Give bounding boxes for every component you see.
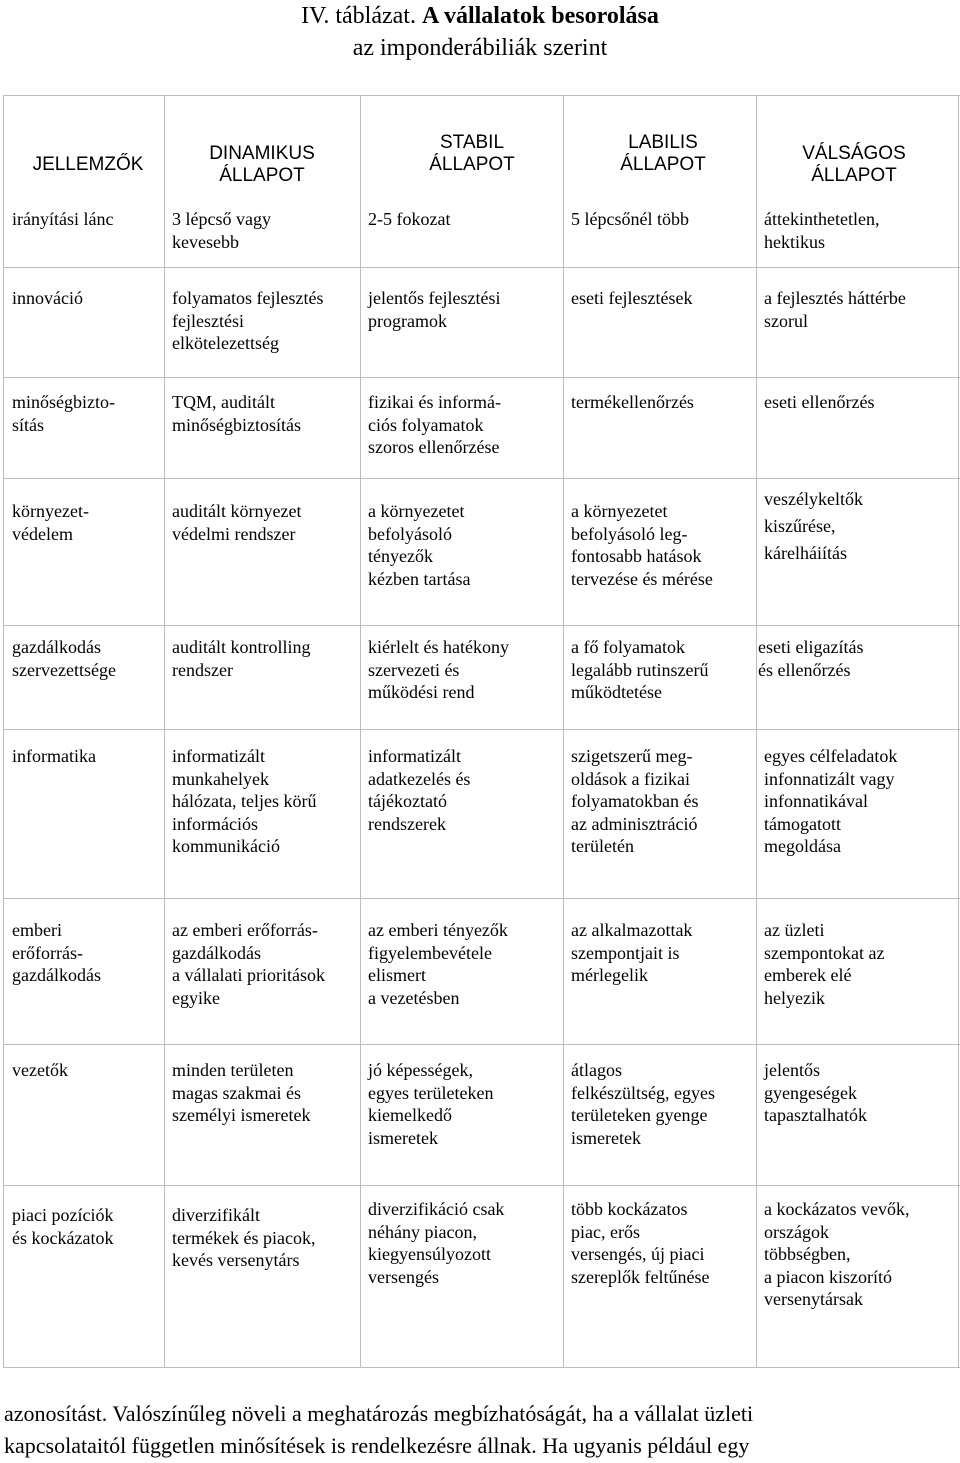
table-cell: szigetszerű meg- oldások a fizikai folyamatokban és az adminisztráció területén xyxy=(571,746,699,856)
grid-line xyxy=(563,95,564,1368)
title-prefix: IV. táblázat. xyxy=(301,3,422,29)
table-cell: auditált környezet védelmi rendszer xyxy=(172,501,302,544)
table-cell: a környezetet befolyásoló leg- fontosabb hatások tervezése és mérése xyxy=(571,501,713,589)
grid-line xyxy=(3,729,960,730)
table-cell: 5 lépcsőnél több xyxy=(571,209,689,229)
header-stabil: STABIL ÁLLAPOT xyxy=(429,132,515,175)
grid-line xyxy=(3,478,960,479)
grid-line xyxy=(360,95,361,1368)
grid-line xyxy=(3,1367,960,1368)
table-cell: folyamatos fejlesztés fejlesztési elkötelezettség xyxy=(172,288,324,353)
table-cell: kiérlelt és hatékony szervezeti és működési rend xyxy=(368,637,509,702)
row-label: irányítási lánc xyxy=(12,209,114,229)
row-label: vezetők xyxy=(12,1060,68,1080)
row-label: emberi erőforrás- gazdálkodás xyxy=(12,920,101,985)
table-cell: minden területen magas szakmai és személyi ismeretek xyxy=(172,1060,311,1125)
table-cell: a fejlesztés háttérbe szorul xyxy=(764,288,906,331)
table-cell: informatizált adatkezelés és tájékoztató rendszerek xyxy=(368,746,471,834)
grid-line xyxy=(3,95,4,1368)
table-cell: áttekinthetetlen, hektikus xyxy=(764,209,880,252)
table-subtitle: az imponderábiliák szerint xyxy=(352,35,608,61)
grid-line xyxy=(164,95,165,1368)
table-cell: 2-5 fokozat xyxy=(368,209,451,229)
table-cell: átlagos felkészültség, egyes területeken gyenge ismeretek xyxy=(571,1060,715,1148)
table-cell: a kockázatos vevők, országok többségben, a piacon kiszorító versenytársak xyxy=(764,1199,910,1309)
table-cell: az emberi tényezők figyelembevétele elismert a vezetésben xyxy=(368,920,508,1008)
table-cell: TQM, auditált minőségbiztosítás xyxy=(172,392,301,435)
table-cell: jó képességek, egyes területeken kiemelkedő ismeretek xyxy=(368,1060,494,1148)
header-valsagos: VÁLSÁGOS ÁLLAPOT xyxy=(802,143,906,186)
table-cell: egyes célfeladatok infonnatizált vagy infonnatikával támogatott megoldása xyxy=(764,746,898,856)
grid-line xyxy=(3,1185,960,1186)
table-cell: auditált kontrolling rendszer xyxy=(172,637,311,680)
title-bold: A vállalatok besorolása xyxy=(421,3,659,29)
grid-line xyxy=(958,95,959,1368)
row-label: gazdálkodás szervezettsége xyxy=(12,637,116,680)
table-cell: informatizált munkahelyek hálózata, teljes körű információs kommunikáció xyxy=(172,746,317,856)
grid-line xyxy=(3,625,960,626)
table-cell: eseti ellenőrzés xyxy=(764,392,875,412)
table-cell: az emberi erőforrás- gazdálkodás a vállalati prioritások egyike xyxy=(172,920,325,1008)
header-labilis: LABILIS ÁLLAPOT xyxy=(620,132,706,175)
grid-line xyxy=(3,1044,960,1045)
header-dinamikus: DINAMIKUS ÁLLAPOT xyxy=(209,143,315,186)
grid-line xyxy=(3,898,960,899)
table-cell: termékellenőrzés xyxy=(571,392,694,412)
grid-line xyxy=(3,377,960,378)
row-label: piaci pozíciók és kockázatok xyxy=(12,1205,114,1248)
row-label: környezet- védelem xyxy=(12,501,89,544)
table-cell: 3 lépcső vagy kevesebb xyxy=(172,209,271,252)
table-cell: fizikai és informá- ciós folyamatok szoros ellenőrzése xyxy=(368,392,501,457)
grid-line xyxy=(3,95,960,96)
table-cell: a környezetet befolyásoló tényezők kézben tartása xyxy=(368,501,471,589)
paragraph-line: azonosítást. Valószínűleg növeli a meghatározás megbízhatóságát, ha a vállalat üzleti xyxy=(4,1401,754,1426)
paragraph-line: kapcsolataitól független minősítések is rendelkezésre állnak. Ha ugyanis például egy xyxy=(4,1433,750,1458)
table-cell: veszélykeltők kiszűrése, kárelháiítás xyxy=(764,489,863,563)
header-jellemzok: JELLEMZŐK xyxy=(32,154,144,175)
table-cell: jelentős fejlesztési programok xyxy=(368,288,501,331)
table-cell: az alkalmazottak szempontjait is mérlegelik xyxy=(571,920,693,985)
grid-line xyxy=(3,267,960,268)
table-cell: eseti eligazítás és ellenőrzés xyxy=(758,637,864,680)
row-label: minőségbizto- sítás xyxy=(12,392,115,435)
table-cell: diverzifikáció csak néhány piacon, kiegyensúlyozott versengés xyxy=(368,1199,505,1287)
table-cell: diverzifikált termékek és piacok, kevés versenytárs xyxy=(172,1205,316,1270)
grid-line xyxy=(756,95,757,1368)
table-cell: jelentős gyengeségek tapasztalhatók xyxy=(764,1060,867,1125)
table-cell: eseti fejlesztések xyxy=(571,288,693,308)
table-cell: az üzleti szempontokat az emberek elé helyezik xyxy=(764,920,885,1008)
table-cell: több kockázatos piac, erős versengés, új piaci szereplők feltűnése xyxy=(571,1199,710,1287)
row-label: informatika xyxy=(12,746,96,766)
table-cell: a fő folyamatok legalább rutinszerű működtetése xyxy=(571,637,709,702)
row-label: innováció xyxy=(12,288,83,308)
